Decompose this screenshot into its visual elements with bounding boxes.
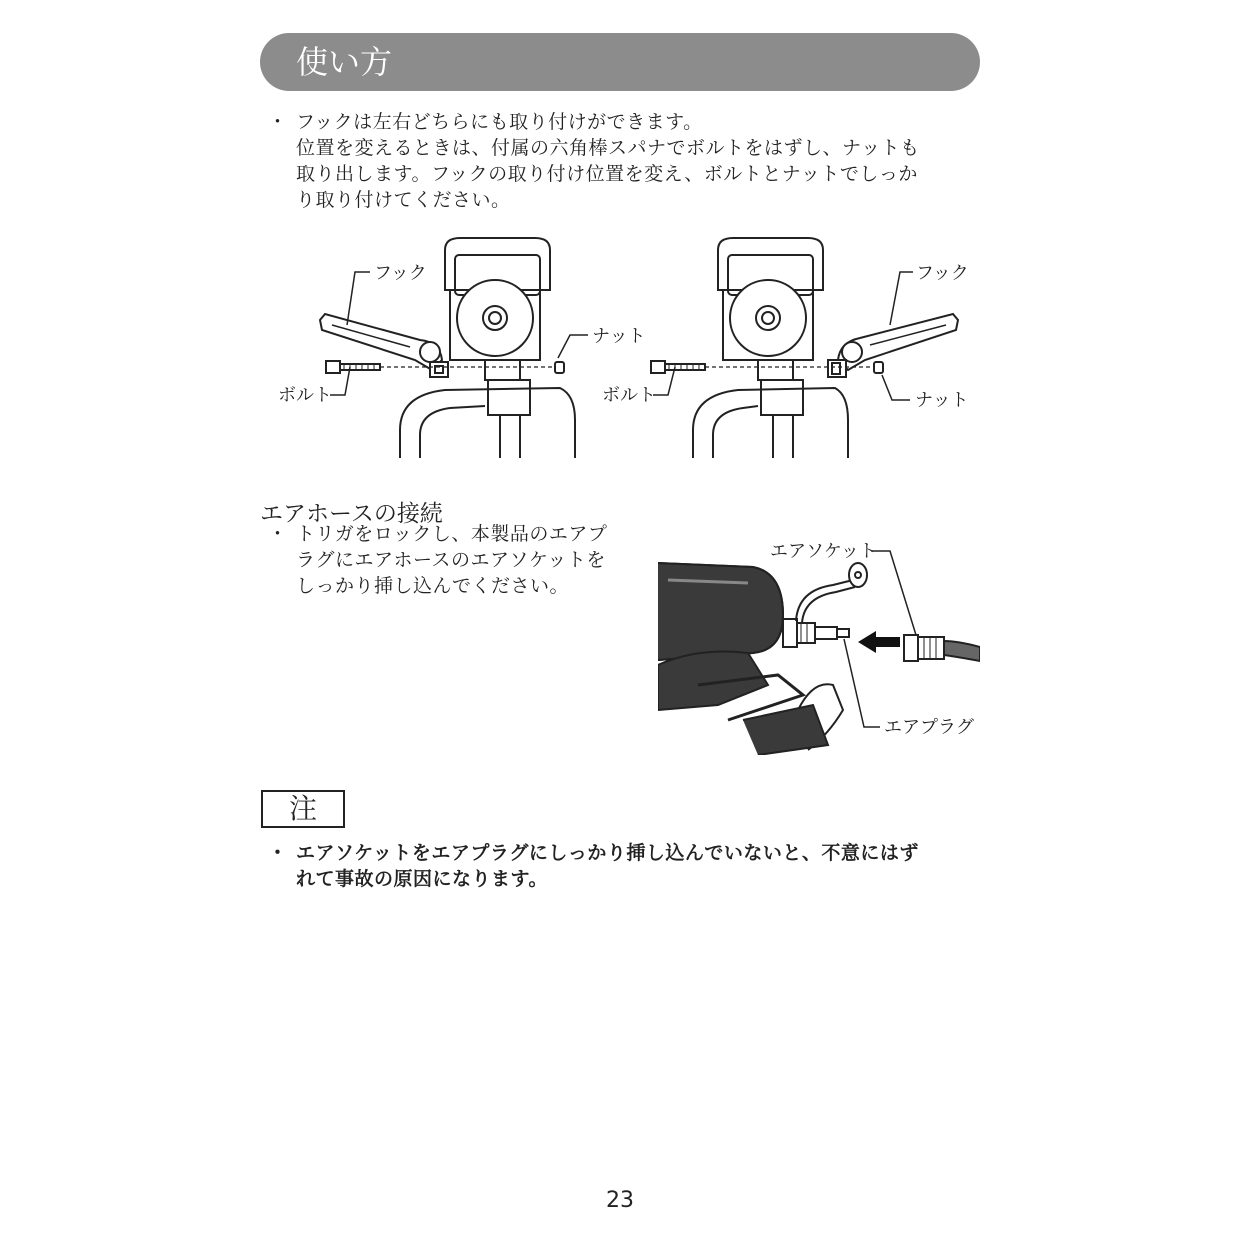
dust-cap-icon: [796, 563, 867, 623]
page-number: 23: [606, 1188, 634, 1213]
intro-line: 位置を変えるときは、付属の六角棒スパナでボルトをはずし、ナットも: [296, 137, 920, 159]
bolt-right-icon: [651, 361, 705, 373]
tool-right-illustration: [693, 238, 848, 458]
nut-right-icon: [874, 362, 883, 373]
air-hose-line: トリガをロックし、本製品のエアプ: [296, 523, 608, 545]
intro-line: フックは左右どちらにも取り付けができます。: [296, 111, 703, 133]
air-hose-line: ラグにエアホースのエアソケットを: [296, 549, 606, 571]
bullet: ・: [268, 523, 288, 545]
label-bolt-right: ボルト: [602, 385, 656, 406]
label-bolt-left: ボルト: [278, 385, 332, 406]
caution-paragraph: [260, 840, 990, 892]
bullet: ・: [268, 111, 288, 133]
air-plug-icon: [783, 619, 849, 647]
section-title-air-hose: エアホースの接続: [260, 501, 443, 527]
label-nut-right: ナット: [915, 390, 969, 411]
insert-arrow-icon: [858, 631, 900, 653]
air-hose-line: しっかり挿し込んでください。: [296, 575, 570, 597]
caution-line: エアソケットをエアプラグにしっかり挿し込んでいないと、不意にはず: [296, 842, 919, 864]
air-hose-paragraph: [260, 521, 660, 599]
caution-label: 注: [261, 790, 345, 828]
nut-left-icon: [555, 362, 564, 373]
intro-line: 取り出します。フックの取り付け位置を変え、ボルトとナットでしっか: [296, 163, 918, 185]
intro-line: り取り付けてください。: [296, 189, 511, 211]
tool-body-illustration: [658, 563, 843, 755]
label-air-socket: エアソケット: [770, 541, 877, 562]
label-hook-right: フック: [916, 263, 969, 284]
bullet: ・: [268, 842, 288, 864]
air-hose-figure: [658, 535, 980, 755]
page-title: 使い方: [260, 33, 980, 91]
label-hook-left: フック: [374, 263, 427, 284]
hook-installation-figure: [270, 230, 980, 465]
air-socket-icon: [904, 635, 980, 661]
label-air-plug: エアプラグ: [884, 717, 974, 738]
label-nut-left: ナット: [592, 326, 646, 347]
intro-paragraph: [260, 109, 990, 213]
caution-line: れて事故の原因になります。: [296, 868, 548, 890]
bolt-left-icon: [326, 361, 380, 373]
